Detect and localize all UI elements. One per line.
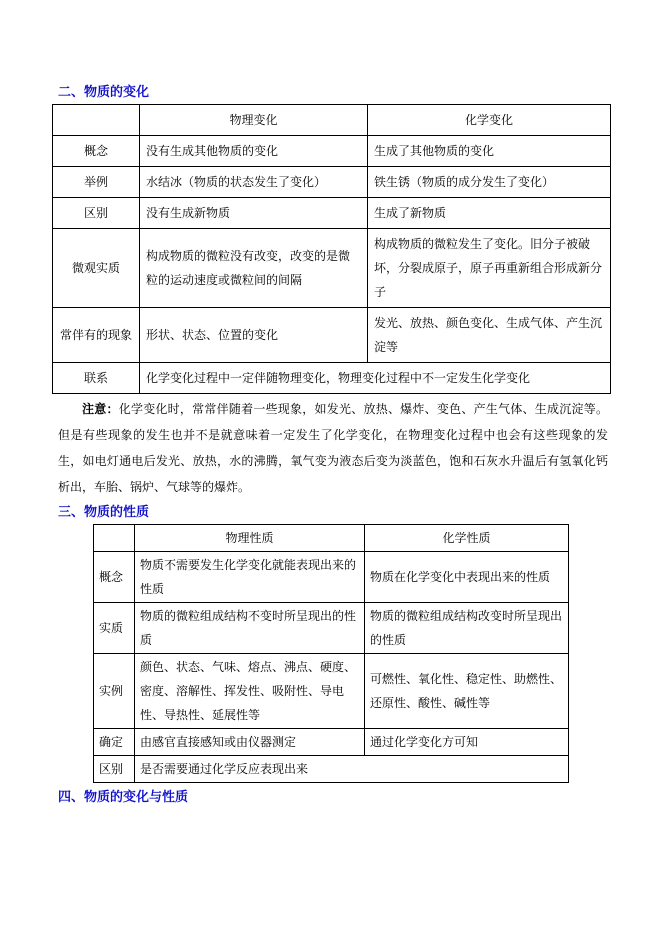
- chemical-cell: 通过化学变化方可知: [365, 729, 569, 756]
- row-label: 联系: [53, 363, 140, 394]
- physical-cell: 物质不需要发生化学变化就能表现出来的性质: [135, 552, 365, 603]
- section-heading-changes-and-properties: 四、物质的变化与性质: [58, 790, 189, 805]
- chemical-cell: 发光、放热、颜色变化、生成气体、产生沉淀等: [368, 308, 611, 363]
- row-label: 概念: [53, 136, 140, 167]
- table-row-diff: [94, 756, 569, 783]
- header-blank: [53, 105, 140, 136]
- row-label: 实质: [94, 603, 135, 654]
- header-chemical-change: 化学变化: [368, 105, 611, 136]
- table-row: [53, 229, 611, 308]
- physical-cell: 物质的微粒组成结构不变时所呈现出的性质: [135, 603, 365, 654]
- section-heading-properties: 三、物质的性质: [58, 505, 150, 520]
- table-row: [94, 729, 569, 756]
- chemical-cell: 生成了新物质: [368, 198, 611, 229]
- note-paragraph: [58, 396, 608, 500]
- header-blank: [94, 525, 135, 552]
- table-row: [94, 552, 569, 603]
- table-row-link: [53, 363, 611, 394]
- row-label: 概念: [94, 552, 135, 603]
- link-cell: 化学变化过程中一定伴随物理变化，物理变化过程中不一定发生化学变化: [140, 363, 611, 394]
- row-label: 区别: [53, 198, 140, 229]
- row-label: 微观实质: [53, 229, 140, 308]
- properties-table: [93, 524, 569, 783]
- physical-cell: 没有生成其他物质的变化: [140, 136, 368, 167]
- table-row: [53, 308, 611, 363]
- diff-cell: 是否需要通过化学反应表现出来: [135, 756, 569, 783]
- note-text: 化学变化时，常常伴随着一些现象，如发光、放热、爆炸、变色、产生气体、生成沉淀等。但是有些现象的发生也并不是就意味着一定发生了化学变化，在物理变化过程中也会有这些现象的发生，如电灯通电后发光、放热，水的沸腾，氧气变为液态后变为淡蓝色，饱和石灰水升温后有氢氧化钙析出，车胎、锅炉、气球等的爆炸。: [58, 402, 608, 494]
- chemical-cell: 构成物质的微粒发生了变化。旧分子被破坏，分裂成原子，原子再重新组合形成新分子: [368, 229, 611, 308]
- row-label: 确定: [94, 729, 135, 756]
- row-label: 区别: [94, 756, 135, 783]
- physical-cell: 颜色、状态、气味、熔点、沸点、硬度、密度、溶解性、挥发性、吸附性、导电性、导热性、延展性等: [135, 654, 365, 729]
- header-chemical-property: 化学性质: [365, 525, 569, 552]
- table-header-row: [53, 105, 611, 136]
- table-row: [94, 654, 569, 729]
- header-physical-property: 物理性质: [135, 525, 365, 552]
- physical-cell: 形状、状态、位置的变化: [140, 308, 368, 363]
- physical-cell: 水结冰（物质的状态发生了变化）: [140, 167, 368, 198]
- physical-cell: 构成物质的微粒没有改变，改变的是微粒的运动速度或微粒间的间隔: [140, 229, 368, 308]
- chemical-cell: 铁生锈（物质的成分发生了变化）: [368, 167, 611, 198]
- chemical-cell: 可燃性、氧化性、稳定性、助燃性、还原性、酸性、碱性等: [365, 654, 569, 729]
- section-heading-changes: 二、物质的变化: [58, 85, 150, 100]
- changes-table: [52, 104, 611, 394]
- physical-cell: 没有生成新物质: [140, 198, 368, 229]
- table-row: [53, 167, 611, 198]
- chemical-cell: 物质的微粒组成结构改变时所呈现出的性质: [365, 603, 569, 654]
- row-label: 常伴有的现象: [53, 308, 140, 363]
- note-label: 注意：: [82, 402, 119, 416]
- chemical-cell: 物质在化学变化中表现出来的性质: [365, 552, 569, 603]
- table-row: [53, 198, 611, 229]
- chemical-cell: 生成了其他物质的变化: [368, 136, 611, 167]
- row-label: 举例: [53, 167, 140, 198]
- row-label: 实例: [94, 654, 135, 729]
- table-row: [94, 603, 569, 654]
- header-physical-change: 物理变化: [140, 105, 368, 136]
- physical-cell: 由感官直接感知或由仪器测定: [135, 729, 365, 756]
- table-row: [53, 136, 611, 167]
- table-header-row: [94, 525, 569, 552]
